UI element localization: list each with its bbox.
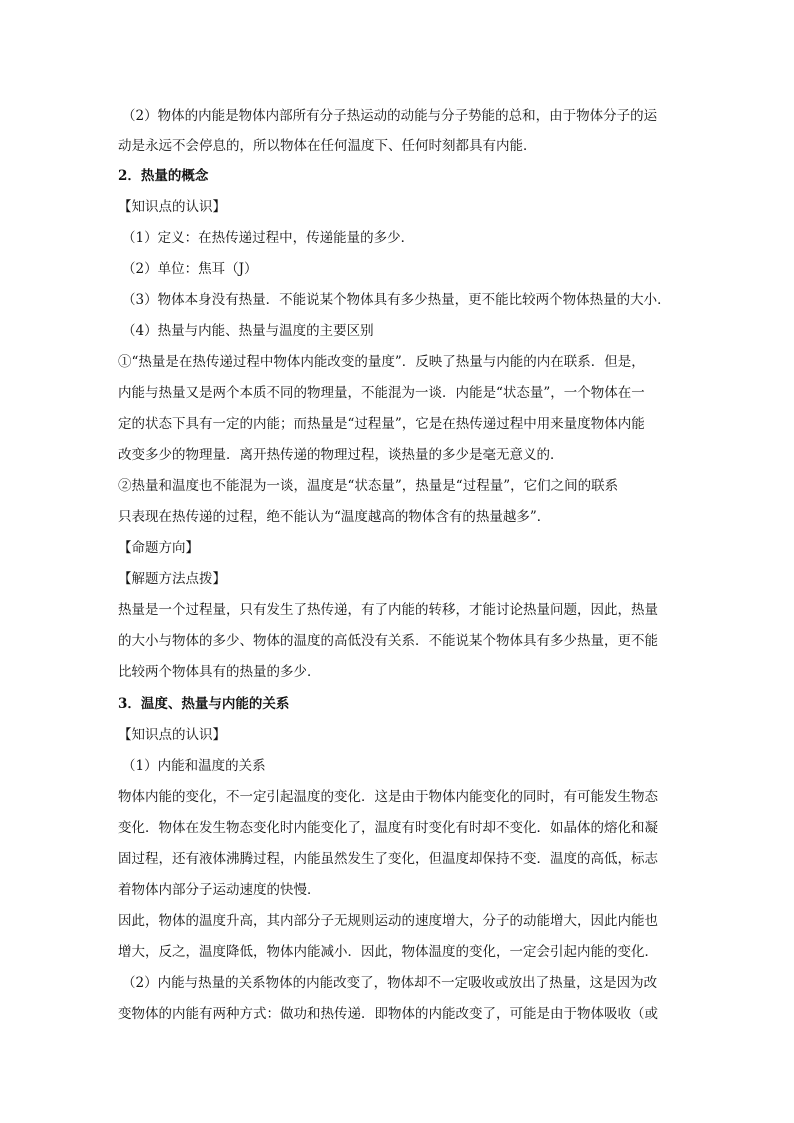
paragraph-line: 固过程，还有液体沸腾过程，内能虽然发生了变化，但温度却保持不变．温度的高低，标志 [118,851,658,867]
paragraph-line: 着物体内部分子运动速度的快慢． [118,882,321,898]
paragraph-line: ①“热量是在热传递过程中物体内能改变的量度”．反映了热量与内能的内在联系．但是， [118,354,645,370]
paragraph-line: 变物体的内能有两种方式：做功和热传递．即物体的内能改变了，可能是由于物体吸收（或 [118,1006,658,1022]
paragraph-line: （1）定义：在热传递过程中，传递能量的多少． [122,230,415,246]
paragraph-line: 内能与热量又是两个本质不同的物理量，不能混为一谈．内能是“状态量”，一个物体在一 [118,385,645,401]
paragraph-line: （2）内能与热量的关系物体的内能改变了，物体却不一定吸收或放出了热量，这是因为改 [122,975,658,991]
paragraph-line: （1）内能和温度的关系 [122,758,266,774]
paragraph-line: 的大小与物体的多少、物体的温度的高低没有关系．不能说某个物体具有多少热量，更不能 [118,633,658,649]
method-tips-label: 【解题方法点拨】 [118,571,226,587]
knowledge-label: 【知识点的认识】 [118,727,226,743]
paragraph-line: 改变多少的物理量．离开热传递的物理过程，谈热量的多少是毫无意义的． [118,447,564,463]
paragraph-line: 动是永远不会停息的，所以物体在任何温度下、任何时刻都具有内能． [118,138,537,154]
paragraph-line: 物体内能的变化，不一定引起温度的变化．这是由于物体内能变化的同时，有可能发生物态 [118,789,658,805]
paragraph-line: （3）物体本身没有热量．不能说某个物体具有多少热量，更不能比较两个物体热量的大小． [122,292,671,308]
paragraph-line: 因此，物体的温度升高，其内部分子无规则运动的速度增大，分子的动能增大，因此内能也 [118,913,658,929]
paragraph-line: 热量是一个过程量，只有发生了热传递，有了内能的转移，才能讨论热量问题，因此，热量 [118,602,658,618]
paragraph-line: （4）热量与内能、热量与温度的主要区别 [122,323,374,339]
paragraph-line: ②热量和温度也不能混为一谈，温度是“状态量”，热量是“过程量”，它们之间的联系 [118,478,619,494]
knowledge-label: 【知识点的认识】 [118,199,226,215]
section-heading: 3．温度、热量与内能的关系 [118,696,290,712]
paragraph-line: 只表现在热传递的过程，绝不能认为“温度越高的物体含有的热量越多”． [118,509,551,525]
topic-direction-label: 【命题方向】 [118,540,199,556]
section-heading: 2．热量的概念 [118,168,209,184]
paragraph-line: 定的状态下具有一定的内能；而热量是“过程量”，它是在热传递过程中用来量度物体内能 [118,416,645,432]
paragraph-line: 变化．物体在发生物态变化时内能变化了，温度有时变化有时却不变化．如晶体的熔化和凝 [118,820,658,836]
paragraph-line: （2）单位：焦耳（J） [122,261,258,277]
paragraph-line: （2）物体的内能是物体内部所有分子热运动的动能与分子势能的总和，由于物体分子的运 [122,108,658,124]
paragraph-line: 增大，反之，温度降低，物体内能减小．因此，物体温度的变化，一定会引起内能的变化． [118,944,658,960]
paragraph-line: 比较两个物体具有的热量的多少． [118,664,321,680]
